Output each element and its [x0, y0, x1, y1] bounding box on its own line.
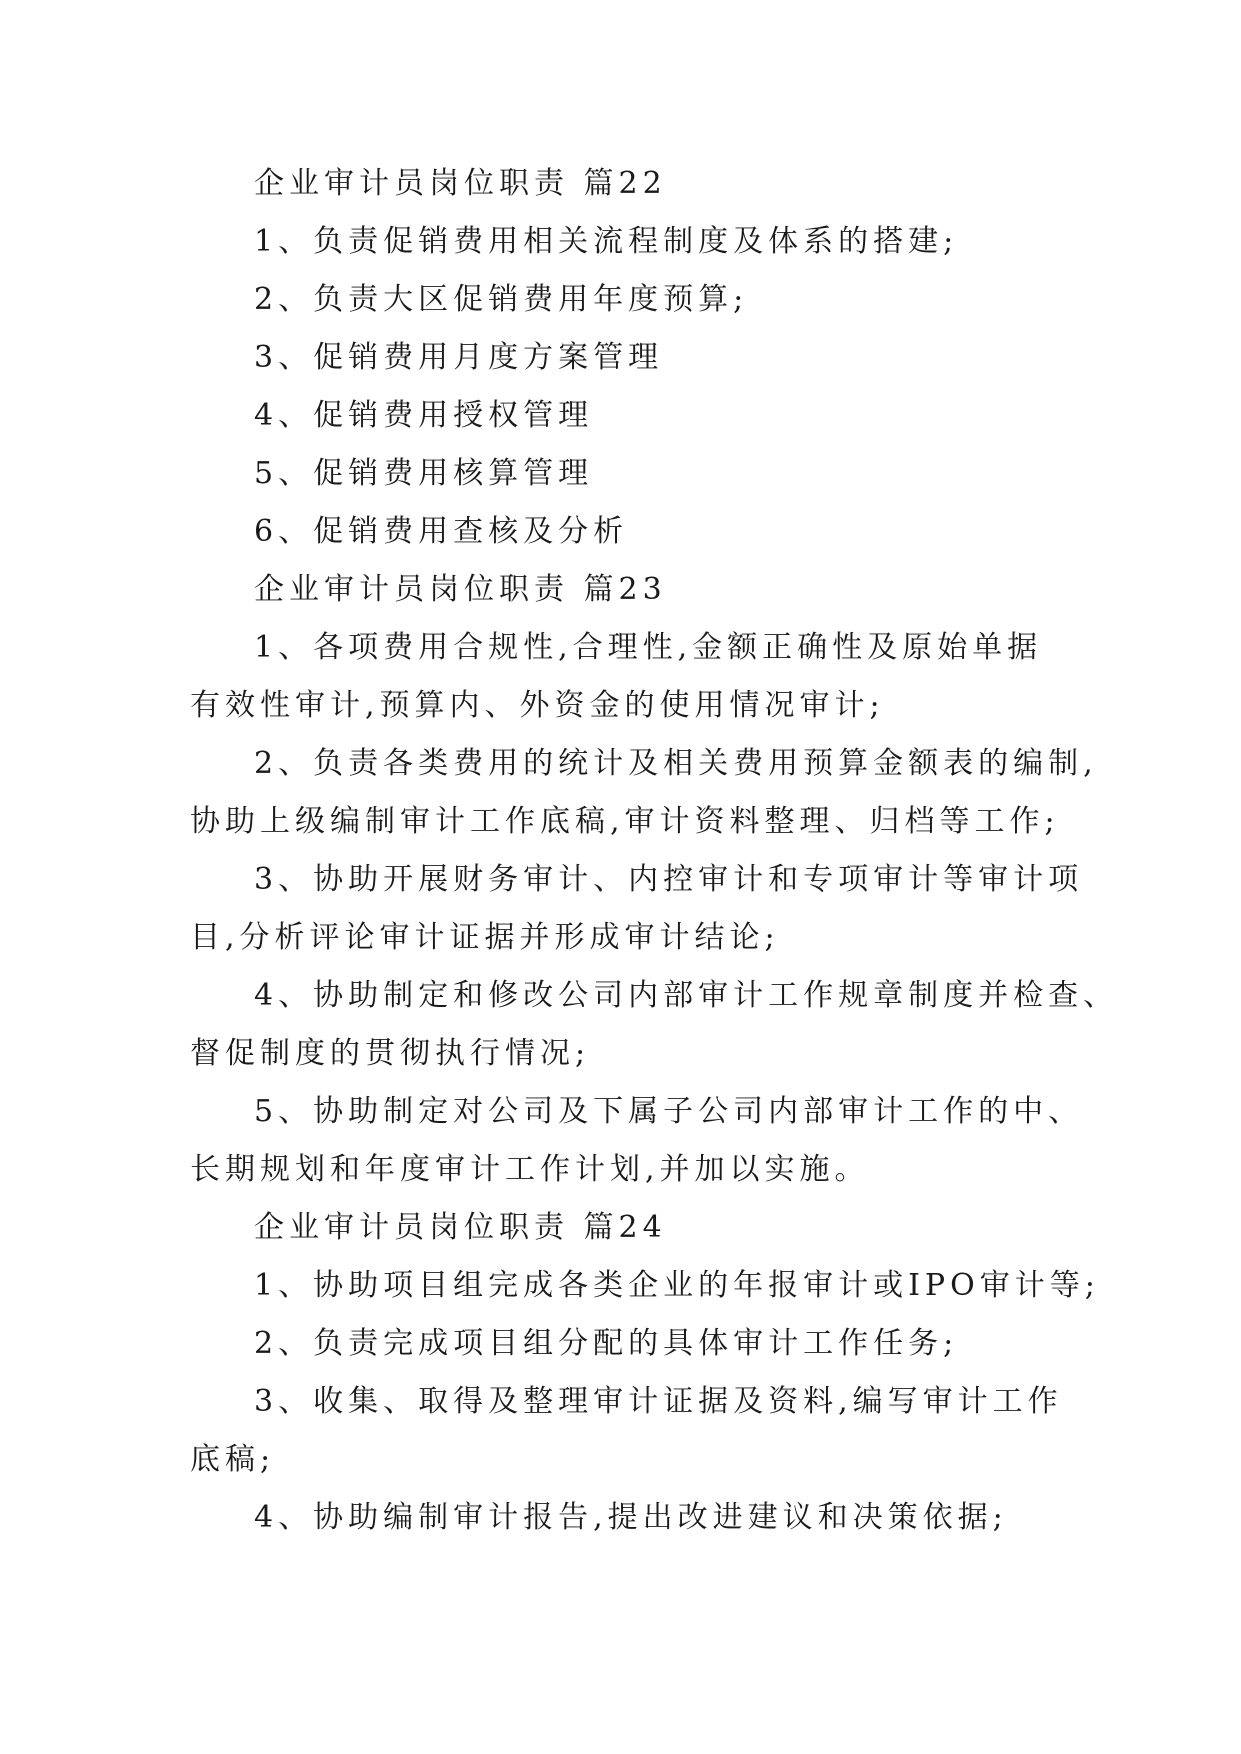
paragraph-line-continued: 督促制度的贯彻执行情况;: [190, 1036, 591, 1071]
paragraph-line: 5、促销费用核算管理: [254, 456, 594, 491]
paragraph-line: 4、协助制定和修改公司内部审计工作规章制度并检查、: [254, 978, 1119, 1013]
paragraph-line: 1、负责促销费用相关流程制度及体系的搭建;: [254, 224, 959, 259]
paragraph-line: 2、负责完成项目组分配的具体审计工作任务;: [254, 1326, 959, 1361]
paragraph-line: 1、各项费用合规性,合理性,金额正确性及原始单据: [254, 630, 1043, 665]
paragraph-line: 2、负责各类费用的统计及相关费用预算金额表的编制,: [254, 746, 1098, 781]
paragraph-line: 6、促销费用查核及分析: [254, 514, 629, 549]
document-body: [190, 155, 1119, 1547]
paragraph-line: 3、促销费用月度方案管理: [254, 340, 664, 375]
section-heading: 企业审计员岗位职责 篇23: [254, 572, 667, 607]
paragraph-line-continued: 长期规划和年度审计工作计划,并加以实施。: [190, 1152, 870, 1187]
paragraph-line-continued: 有效性审计,预算内、外资金的使用情况审计;: [190, 688, 885, 723]
paragraph-line: 1、协助项目组完成各类企业的年报审计或IPO审计等;: [254, 1268, 1100, 1303]
paragraph-line: 3、协助开展财务审计、内控审计和专项审计等审计项: [254, 862, 1084, 897]
paragraph-line: 4、协助编制审计报告,提出改进建议和决策依据;: [254, 1500, 1008, 1535]
paragraph-line-continued: 协助上级编制审计工作底稿,审计资料整理、归档等工作;: [190, 804, 1060, 839]
paragraph-line-continued: 目,分析评论审计证据并形成审计结论;: [190, 920, 780, 955]
paragraph-line: 5、协助制定对公司及下属子公司内部审计工作的中、: [254, 1094, 1084, 1129]
section-heading: 企业审计员岗位职责 篇24: [254, 1210, 667, 1245]
paragraph-line: 3、收集、取得及整理审计证据及资料,编写审计工作: [254, 1384, 1063, 1419]
paragraph-line: 2、负责大区促销费用年度预算;: [254, 282, 749, 317]
paragraph-line-continued: 底稿;: [190, 1442, 276, 1477]
section-heading: 企业审计员岗位职责 篇22: [254, 166, 667, 201]
paragraph-line: 4、促销费用授权管理: [254, 398, 594, 433]
